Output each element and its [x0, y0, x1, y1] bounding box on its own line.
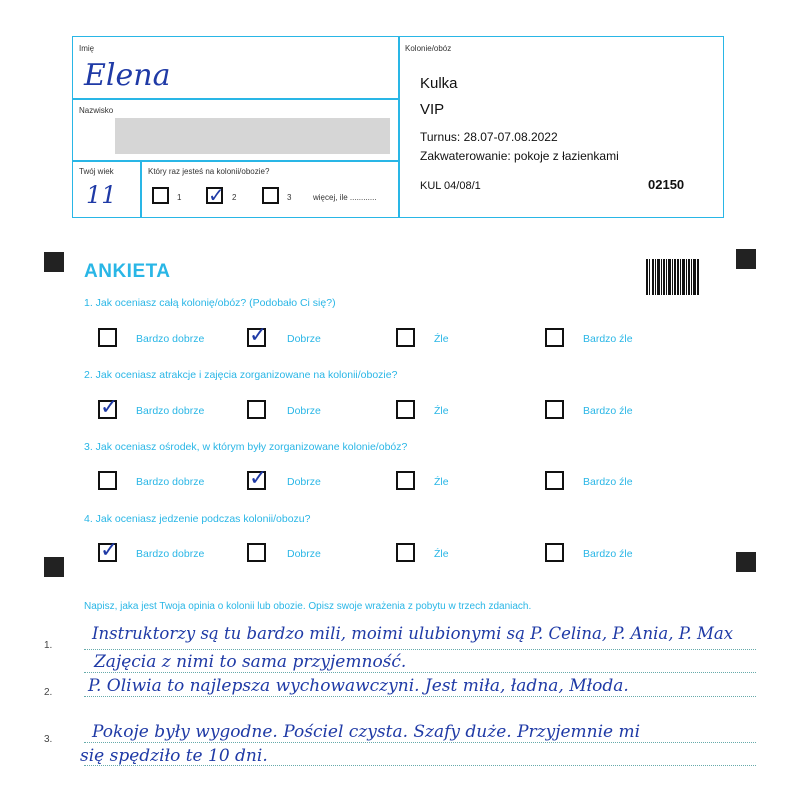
q4-checkbox-bardzo-dobrze[interactable] [98, 538, 119, 563]
form-divider [72, 98, 399, 100]
check-mark-icon: ✓ [100, 538, 119, 563]
form-divider [72, 160, 399, 162]
first-name-label: Imię [79, 44, 95, 53]
form-divider [140, 160, 142, 218]
times-option-3: 3 [287, 193, 292, 202]
first-name-value: Elena [84, 58, 171, 93]
times-option-2: 2 [232, 193, 237, 202]
answer-line-2: P. Oliwia to najlepsza wychowawczyni. Jest miła, ładna, Młoda. [88, 676, 629, 696]
answer-line [84, 649, 756, 650]
q2-option-bardzo-zle: Bardzo źle [583, 405, 633, 417]
q4-option-bardzo-zle: Bardzo źle [583, 548, 633, 560]
answer-line [84, 742, 756, 743]
age-value: 11 [86, 181, 117, 209]
q1-option-bardzo-dobrze: Bardzo dobrze [136, 333, 205, 345]
q2-checkbox-bardzo-dobrze[interactable] [98, 395, 119, 420]
q4-checkbox-dobrze[interactable] [247, 543, 266, 562]
q2-option-zle: Źle [434, 405, 449, 417]
age-label: Twój wiek [79, 167, 114, 176]
survey-title: ANKIETA [84, 261, 171, 282]
accommodation: Zakwaterowanie: pokoje z łazienkami [420, 149, 619, 163]
q2-checkbox-dobrze[interactable] [247, 400, 266, 419]
q1-checkbox-dobrze[interactable] [247, 323, 268, 348]
q1-checkbox-bardzo-zle[interactable] [545, 328, 564, 347]
q3-checkbox-bardzo-dobrze[interactable] [98, 471, 117, 490]
q3-checkbox-zle[interactable] [396, 471, 415, 490]
q2-checkbox-bardzo-zle[interactable] [545, 400, 564, 419]
camp-code: KUL 04/08/1 [420, 180, 481, 192]
form-number: 02150 [648, 177, 685, 192]
q3-option-bardzo-zle: Bardzo źle [583, 476, 633, 488]
q3-option-dobrze: Dobrze [287, 476, 321, 488]
registration-marker [736, 552, 756, 572]
q4-option-zle: Źle [434, 548, 449, 560]
q4-checkbox-bardzo-zle[interactable] [545, 543, 564, 562]
registration-marker [44, 252, 64, 272]
last-name-label: Nazwisko [79, 106, 114, 115]
q1-option-bardzo-zle: Bardzo źle [583, 333, 633, 345]
q3-option-bardzo-dobrze: Bardzo dobrze [136, 476, 205, 488]
check-mark-icon: ✓ [100, 395, 119, 420]
question-3: 3. Jak oceniasz ośrodek, w którym były zorganizowane kolonie/obóz? [84, 441, 408, 453]
q3-checkbox-dobrze[interactable] [247, 466, 268, 491]
redacted-last-name [115, 118, 390, 154]
barcode [646, 259, 700, 295]
opinion-prompt: Napisz, jaka jest Twoja opinia o kolonii lub obozie. Opisz swoje wrażenia z pobytu w trzech zdaniach. [84, 601, 532, 612]
answer-line-1b: Zajęcia z nimi to sama przyjemność. [94, 652, 407, 672]
answer-line-3b: się spędziło te 10 dni. [80, 746, 268, 766]
answer-line [84, 696, 756, 697]
q4-checkbox-zle[interactable] [396, 543, 415, 562]
q4-option-dobrze: Dobrze [287, 548, 321, 560]
q2-option-bardzo-dobrze: Bardzo dobrze [136, 405, 205, 417]
question-1: 1. Jak oceniasz całą kolonię/obóz? (Podobało Ci się?) [84, 297, 336, 309]
answer-line [84, 672, 756, 673]
times-checkbox-3[interactable] [262, 187, 279, 204]
camp-type: VIP [420, 101, 445, 118]
question-4: 4. Jak oceniasz jedzenie podczas kolonii/obozu? [84, 513, 311, 525]
check-mark-icon: ✓ [208, 183, 225, 207]
q1-option-zle: Źle [434, 333, 449, 345]
question-2: 2. Jak oceniasz atrakcje i zajęcia zorganizowane na kolonii/obozie? [84, 369, 398, 381]
q2-checkbox-zle[interactable] [396, 400, 415, 419]
registration-marker [736, 249, 756, 269]
q3-checkbox-bardzo-zle[interactable] [545, 471, 564, 490]
check-mark-icon: ✓ [249, 323, 268, 348]
q3-option-zle: Źle [434, 476, 449, 488]
q2-option-dobrze: Dobrze [287, 405, 321, 417]
times-question-label: Który raz jesteś na kolonii/obozie? [148, 167, 270, 176]
registration-marker [44, 557, 64, 577]
line-number-1: 1. [44, 640, 53, 651]
q4-option-bardzo-dobrze: Bardzo dobrze [136, 548, 205, 560]
q1-checkbox-bardzo-dobrze[interactable] [98, 328, 117, 347]
q1-checkbox-zle[interactable] [396, 328, 415, 347]
check-mark-icon: ✓ [249, 466, 268, 491]
camp-label: Kolonie/obóz [405, 44, 452, 53]
camp-name: Kulka [420, 75, 458, 92]
answer-line-1: Instruktorzy są tu bardzo mili, moimi ulubionymi są P. Celina, P. Ania, P. Max [92, 624, 734, 643]
q1-option-dobrze: Dobrze [287, 333, 321, 345]
times-option-1: 1 [177, 193, 182, 202]
times-checkbox-2[interactable] [206, 183, 225, 207]
answer-line-3: Pokoje były wygodne. Pościel czysta. Szafy duże. Przyjemnie mi [92, 722, 641, 742]
times-other-label: więcej, ile ............ [313, 193, 377, 202]
form-divider [398, 36, 400, 218]
line-number-2: 2. [44, 687, 53, 698]
line-number-3: 3. [44, 734, 53, 745]
turnus-dates: Turnus: 28.07-07.08.2022 [420, 130, 558, 144]
times-checkbox-1[interactable] [152, 187, 169, 204]
